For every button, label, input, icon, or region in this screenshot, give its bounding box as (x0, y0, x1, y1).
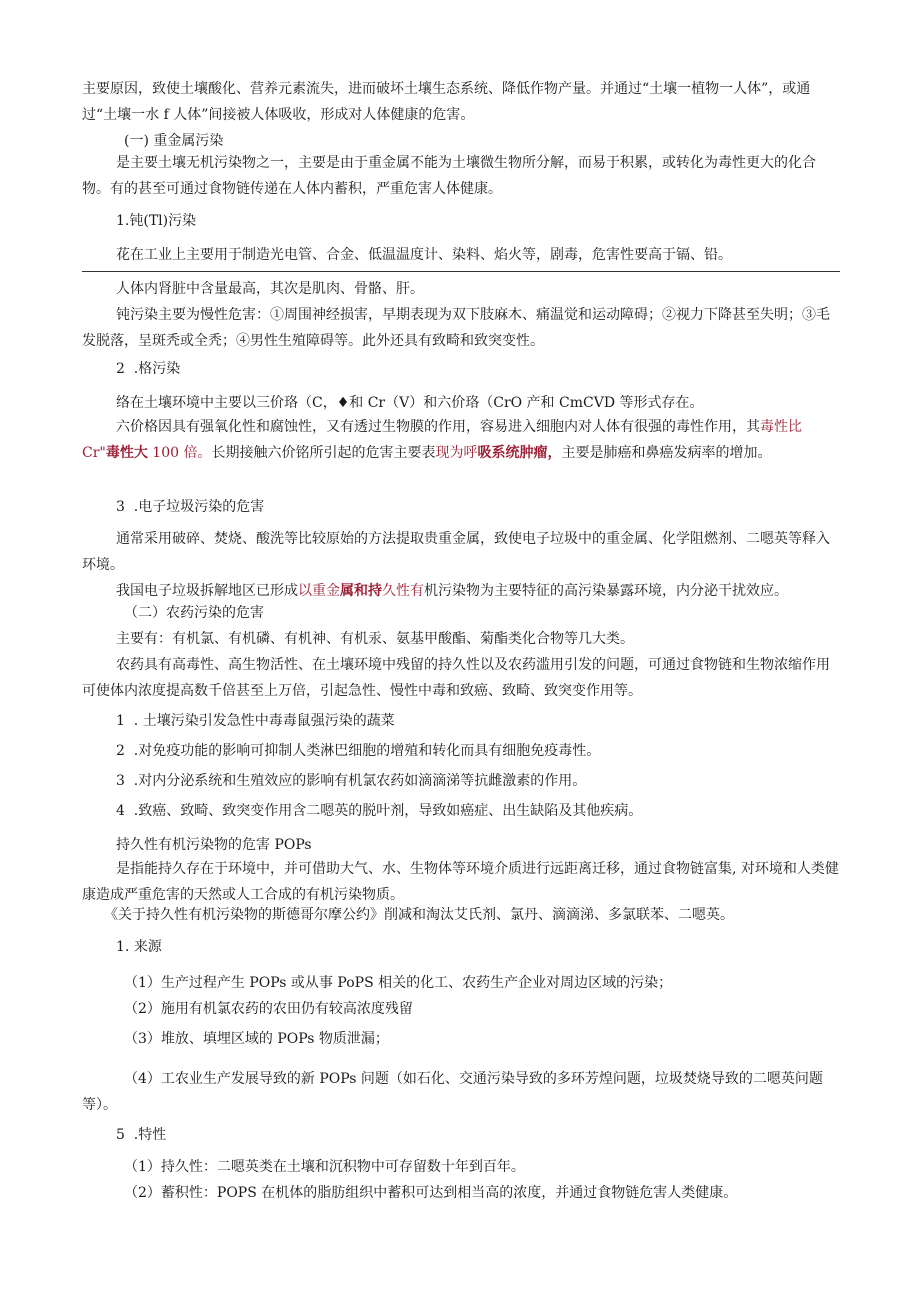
heading-cr: 2 .格污染 (116, 361, 181, 377)
pesticide-item-2: 2 .对免疫功能的影响可抑制人类淋巴细胞的增殖和转化而具有细胞免疫毒性。 (116, 743, 601, 759)
page-divider (82, 271, 840, 272)
source-item-1: （1）生产过程产生 POPs 或从事 PoPS 相关的化工、农药生产企业对周边区域的污染； (124, 975, 673, 991)
tl-use-paragraph: 花在工业上主要用于制造光电管、合金、低温温度计、染料、焰火等，剧毒，危害性要高于镉、铅。 (116, 247, 732, 263)
tl-harm-paragraph: 钝污染主要为慢性危害：①周围神经损害，早期表现为双下肢麻木、痛温觉和运动障碍；②视力下降甚至失明；③毛发脱落，呈斑秃或全秃；④男性生殖障碍等。此外还具有致畸和致突变性。 (82, 307, 830, 349)
pesticide-types: 主要有：有机氯、有机磷、有机神、有机汞、氨基甲酸酯、菊酯类化合物等几大类。 (116, 631, 634, 647)
cr-harm-highlight-2: 毒性大 (105, 445, 148, 461)
cr-harm-text-a: 六价格因具有强氧化性和腐蚀性，又有透过生物膜的作用，容易进入细胞内对人体有很强的毒性作用，其 (116, 419, 760, 435)
tl-body-paragraph: 人体内肾脏中含量最高，其次是肌肉、骨骼、肝。 (116, 281, 424, 297)
source-item-2: （2）施用有机氯农药的农田仍有较高浓度残留 (124, 1001, 413, 1017)
ewaste-text-b: 机污染物为主要特征的高污染暴露环境，内分泌干扰效应。 (424, 583, 788, 599)
heading-tl: 1.钝(Tl)污染 (116, 213, 197, 229)
ewaste-highlight-3: 久性有 (382, 583, 424, 599)
heading-pesticide: （二）农药污染的危害 (124, 605, 264, 621)
cr-harm-highlight-5: 吸系统肿瘤， (477, 445, 562, 461)
heading-ewaste: 3 .电子垃圾污染的危害 (116, 499, 265, 515)
pops-convention: 《关于持久性有机污染物的斯德哥尔摩公约》削减和淘汰艾氏剂、氯丹、滴滴涕、多氯联苯、二嗯英。 (104, 907, 734, 923)
heading-pops: 持久性有机污染物的危害 POPs (116, 837, 312, 853)
ewaste-text-a: 我国电子垃圾拆解地区已形成 (116, 583, 298, 599)
cr-form-paragraph: 络在土壤环境中主要以三价珞（C，♦和 Cr（V）和六价珞（CrO 产和 CmCVD 等形式存在。 (116, 395, 704, 411)
source-item-3: （3）堆放、填埋区域的 POPs 物质泄漏； (124, 1031, 389, 1047)
ewaste-highlight-1: 以重金 (298, 583, 340, 599)
pesticide-item-4: 4 .致癌、致畸、致突变作用含二嗯英的脱叶剂，导致如癌症、出生缺陷及其他疾病。 (116, 803, 643, 819)
cr-harm-highlight-3: 100 倍。 (147, 445, 212, 461)
source-item-4: （4）工农业生产发展导致的新 POPs 问题（如石化、交通污染导致的多环芳煌问题，垃圾焚烧导致的二嗯英问题等）。 (82, 1071, 823, 1113)
cr-harm-text-c: 主要是肺癌和鼻癌发病率的增加。 (561, 445, 772, 461)
pops-desc: 是指能持久存在于环境中，并可借助大气、水、生物体等环境介质进行远距离迁移，通过食物链富集, 对环境和人类健康造成严重危害的天然或人工合成的有机污染物质。 (82, 861, 839, 903)
heavy-metal-desc: 是主要土壤无机污染物之一，主要是由于重金属不能为土壤微生物所分解，而易于积累，或转化为毒性更大的化合物。有的甚至可通过食物链传递在人体内蓄积，严重危害人体健康。 (82, 155, 816, 197)
ewaste-paragraph-1: 通常采用破碎、焚烧、酸洗等比较原始的方法提取贵重金属，致使电子垃圾中的重金属、化学阻燃剂、二嗯英等释入环境。 (82, 531, 830, 573)
cr-harm-paragraph (82, 414, 842, 466)
heading-heavy-metal: (一) 重金属污染 (124, 133, 224, 149)
cr-harm-highlight-4: 现为呼 (435, 445, 478, 461)
cr-harm-highlight-1: 毒性比 Cr" (82, 419, 802, 461)
ewaste-highlight-2: 属和持 (340, 583, 382, 599)
heading-source: 1. 来源 (116, 939, 162, 955)
pesticide-desc: 农药具有高毒性、高生物活性、在土壤环境中残留的持久性以及农药滥用引发的问题，可通过食物链和生物浓缩作用可使体内浓度提高数千倍甚至上万倍，引起急性、慢性中毒和致癌、致畸、致突变作用等。 (82, 657, 830, 699)
heading-features: 5 .特性 (116, 1127, 167, 1143)
intro-paragraph: 主要原因，致使土壤酸化、营养元素流失，进而破坏土壤生态系统、降低作物产量。并通过“土壤一植物一人体”，或通过“土壤一水 f 人体”间接被人体吸收，形成对人体健康的危害。 (82, 81, 811, 123)
cr-harm-text-b: 长期接触六价铭所引起的危害主要表 (211, 445, 436, 461)
pesticide-item-3: 3 .对内分泌系统和生殖效应的影响有机氯农药如滴滴涕等抗雌激素的作用。 (116, 773, 587, 789)
feature-item-2: （2）蓄积性：POPS 在机体的脂肪组织中蓄积可达到相当高的浓度，并通过食物链危害人类健康。 (124, 1185, 738, 1201)
feature-item-1: （1）持久性：二嗯英类在土壤和沉积物中可存留数十年到百年。 (124, 1159, 525, 1175)
pesticide-item-1: 1 . 土壤污染引发急性中毒毒鼠强污染的蔬菜 (116, 713, 395, 729)
